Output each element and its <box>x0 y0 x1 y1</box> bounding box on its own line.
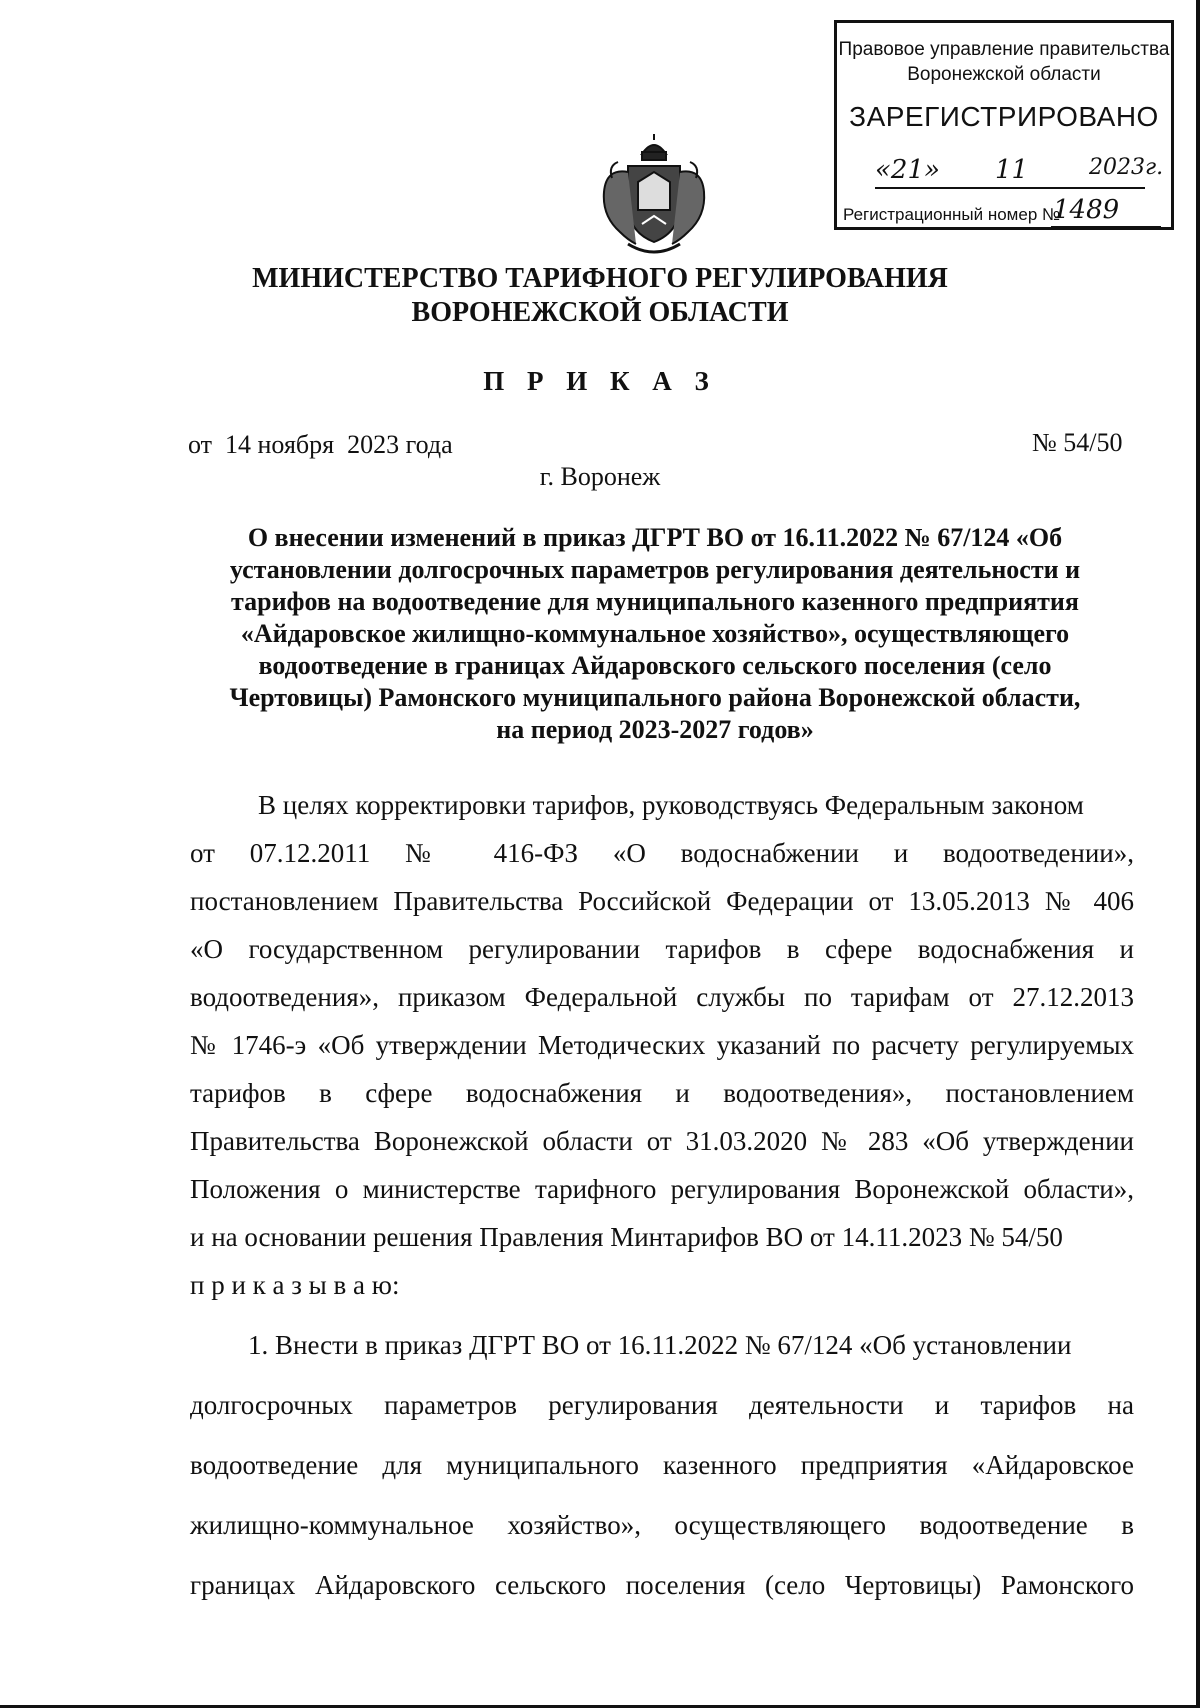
body-line: п р и к а з ы в а ю: <box>190 1270 400 1300</box>
body-line: от 07.12.2011 № 416-ФЗ «О водоснабжении и водоотведении», <box>190 838 1134 868</box>
body-line: Положения о министерстве тарифного регулирования Воронежской области», <box>190 1174 1134 1204</box>
body-line: Правительства Воронежской области от 31.03.2020 № 283 «Об утверждении <box>190 1126 1134 1156</box>
body-line: и на основании решения Правления Минтарифов ВО от 14.11.2023 № 54/50 <box>190 1222 1063 1252</box>
stamp-dept-line1: Правовое управление правительства <box>838 39 1170 60</box>
stamp-registered: ЗАРЕГИСТРИРОВАНО <box>849 101 1159 132</box>
body-line: постановлением Правительства Российской Федерации от 13.05.2013 № 406 <box>190 886 1134 916</box>
body-line: водоотведение для муниципального казенного предприятия «Айдаровское <box>190 1450 1134 1480</box>
body-line: № 1746-э «Об утверждении Методических указаний по расчету регулируемых <box>190 1030 1134 1060</box>
stamp-reg-label: Регистрационный номер № <box>843 205 1061 224</box>
stamp-reg-value: 1489 <box>1053 195 1120 225</box>
body-line: долгосрочных параметров регулирования деятельности и тарифов на <box>190 1390 1134 1420</box>
ministry-line2: ВОРОНЕЖСКОЙ ОБЛАСТИ <box>411 297 789 328</box>
title-line: тарифов на водоотведение для муниципального казенного предприятия <box>231 587 1079 616</box>
scan-edge <box>1196 0 1200 1708</box>
title-line: водоотведение в границах Айдаровского сельского поселения (село <box>258 651 1052 680</box>
stamp-date-month: 11 <box>995 155 1029 185</box>
title-line: «Айдаровское жилищно-коммунальное хозяйство», осуществляющего <box>240 619 1070 648</box>
document-city: г. Воронеж <box>539 462 661 491</box>
body-line: В целях корректировки тарифов, руководствуясь Федеральным законом <box>258 790 1084 820</box>
body-line: жилищно-коммунальное хозяйство», осуществляющего водоотведение в <box>190 1510 1134 1540</box>
ministry-line1: МИНИСТЕРСТВО ТАРИФНОГО РЕГУЛИРОВАНИЯ <box>252 263 948 294</box>
document-date: от 14 ноября 2023 года <box>188 430 453 459</box>
body-line: тарифов в сфере водоснабжения и водоотведения», постановлением <box>190 1078 1134 1108</box>
body-line: «О государственном регулировании тарифов в сфере водоснабжения и <box>190 934 1134 964</box>
stamp-dept-line2: Воронежской области <box>907 64 1101 85</box>
title-line: на период 2023-2027 годов» <box>496 715 814 744</box>
document-number: № 54/50 <box>1032 428 1123 457</box>
document-body <box>190 0 1134 1708</box>
title-line: О внесении изменений в приказ ДГРТ ВО от 16.11.2022 № 67/124 «Об <box>247 523 1063 552</box>
title-line: Чертовицы) Рамонского муниципального района Воронежской области, <box>229 683 1081 712</box>
document-type: П Р И К А З <box>483 366 717 396</box>
body-line: границах Айдаровского сельского поселения (село Чертовицы) Рамонского <box>190 1570 1134 1600</box>
stamp-date-year: 2023г. <box>1089 155 1164 180</box>
stamp-date-day: «21» <box>875 155 940 185</box>
body-line: водоотведения», приказом Федеральной службы по тарифам от 27.12.2013 <box>190 982 1134 1012</box>
title-line: установлении долгосрочных параметров регулирования деятельности и <box>229 555 1081 584</box>
body-line: 1. Внести в приказ ДГРТ ВО от 16.11.2022 № 67/124 «Об установлении <box>248 1330 1072 1360</box>
